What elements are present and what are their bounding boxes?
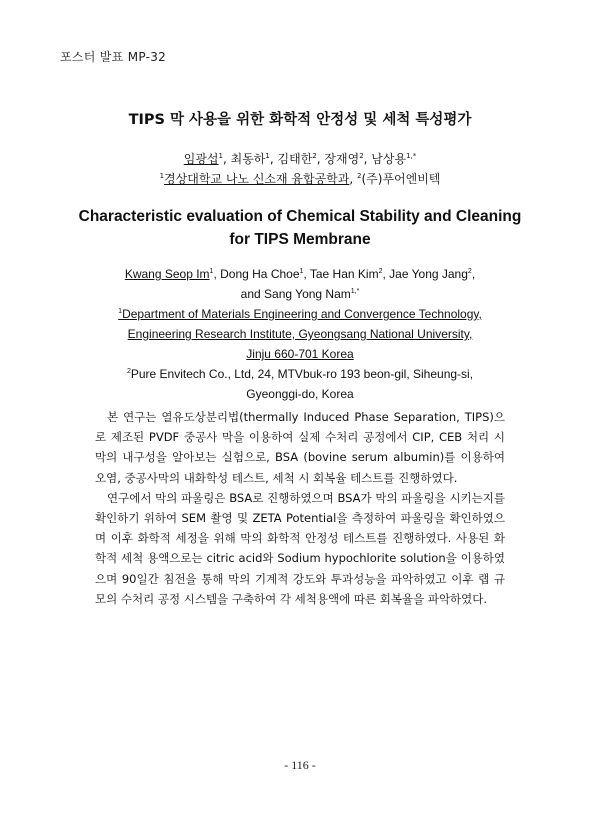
abstract-paragraph-2: 연구에서 막의 파울링은 BSA로 진행하였으며 BSA가 막의 파울링을 시키는지를 확인하기 위하여 SEM 촬영 및 ZETA Potential을 측정하여 파울링을 확인하였으며 이후 화학적 세정을 위해 막의 화학적 안정성 테스트를 진행하였다. 사용된 화학적 세척 용액으로는 citric acid와 Sodium hypochlorite solution을 이용하였으며 90일간 침전을 통해 막의 기계적 강도와 투과성능을 파악하였고 이후 랩 규모의 수처리 공정 시스템을 구축하여 각 세척용액에 따른 회복율을 파악하였다. bbox=[95, 490, 505, 606]
author-en-3-sup: 2 bbox=[378, 268, 383, 275]
affil-ko-sup-1: 1 bbox=[159, 172, 165, 180]
affil-en-sup-1: 1 bbox=[118, 308, 123, 315]
korean-title: TIPS 막 사용을 위한 화학적 안정성 및 세척 특성평가 bbox=[128, 112, 472, 128]
author-en-3: , Tae Han Kim bbox=[303, 267, 379, 281]
affil-en-line-2: Engineering Research Institute, Gyeongsang National University, bbox=[127, 327, 473, 341]
author-en-5: and Sang Yong Nam bbox=[240, 287, 351, 301]
english-authors bbox=[40, 264, 560, 304]
author-ko-4-sup: 2 bbox=[359, 152, 364, 160]
author-en-1: Kwang Seop Im bbox=[124, 267, 210, 281]
author-ko-sep: , bbox=[222, 152, 231, 166]
english-authors-line-2 bbox=[40, 284, 560, 304]
page-number: - 116 - bbox=[284, 758, 316, 772]
author-en-5-sup: 1,* bbox=[350, 288, 360, 295]
english-title-line-2: for TIPS Membrane bbox=[229, 231, 371, 248]
author-ko-1-sup: 1 bbox=[218, 152, 223, 160]
english-affiliations bbox=[40, 304, 560, 404]
korean-authors bbox=[0, 150, 600, 167]
author-en-comma: , bbox=[471, 267, 476, 281]
author-ko-5: 남상용 bbox=[371, 152, 407, 166]
author-ko-3: 김태한 bbox=[277, 152, 313, 166]
author-en-2-sup: 1 bbox=[299, 268, 304, 275]
affil-ko-sup-2: 2 bbox=[357, 172, 362, 180]
session-label: 포스터 발표 MP-32 bbox=[60, 50, 167, 64]
author-ko-2-sup: 1 bbox=[265, 152, 270, 160]
author-ko-3-sup: 2 bbox=[312, 152, 317, 160]
affil-en-line-1 bbox=[40, 304, 560, 324]
korean-affiliations bbox=[0, 170, 600, 187]
author-en-4-sup: 2 bbox=[467, 268, 472, 275]
affil-ko-2: (주)푸어엔비텍 bbox=[361, 172, 441, 186]
author-ko-1: 임광섭 bbox=[183, 152, 219, 166]
author-ko-5-sup: 1,* bbox=[406, 152, 417, 160]
english-title-line-1: Characteristic evaluation of Chemical Stability and Cleaning bbox=[78, 208, 522, 225]
affil-en-line-5: Gyeonggi-do, Korea bbox=[246, 387, 354, 401]
author-ko-2: 최동하 bbox=[230, 152, 266, 166]
affil-ko-1: 경상대학교 나노 신소재 융합공학과 bbox=[164, 172, 350, 186]
abstract-body bbox=[95, 407, 505, 609]
affil-en-text-4: Pure Envitech Co., Ltd, 24, MTVbuk-ro 193 beon-gil, Siheung-si, bbox=[130, 367, 474, 381]
affil-en-line-4 bbox=[40, 364, 560, 384]
affil-en-sup-2: 2 bbox=[126, 368, 131, 375]
english-title bbox=[70, 205, 530, 251]
author-ko-sep: , bbox=[363, 152, 372, 166]
affil-en-line-3: Jinju 660-701 Korea bbox=[246, 347, 354, 361]
english-authors-line-1 bbox=[40, 264, 560, 284]
author-ko-sep: , bbox=[316, 152, 325, 166]
author-en-2: , Dong Ha Choe bbox=[213, 267, 300, 281]
author-en-4: , Jae Yong Jang bbox=[382, 267, 468, 281]
author-ko-sep: , bbox=[269, 152, 278, 166]
abstract-paragraph-1: 본 연구는 열유도상분리법(thermally Induced Phase Separation, TIPS)으로 제조된 PVDF 중공사 막을 이용하여 실제 수처리 공정에서 CIP, CEB 처리 시 막의 내구성을 알아보는 실험으로, BSA (bovine serum albumin)를 이용하여 오염, 중공사막의 내화학성 테스트, 세척 시 회복율 테스트를 진행하였다. bbox=[95, 410, 505, 485]
affil-en-text-1: Department of Materials Engineering and Convergence Technology, bbox=[122, 307, 482, 321]
author-ko-4: 장재영 bbox=[324, 152, 360, 166]
affil-ko-sep: , bbox=[349, 172, 358, 186]
author-en-1-sup: 1 bbox=[209, 268, 214, 275]
